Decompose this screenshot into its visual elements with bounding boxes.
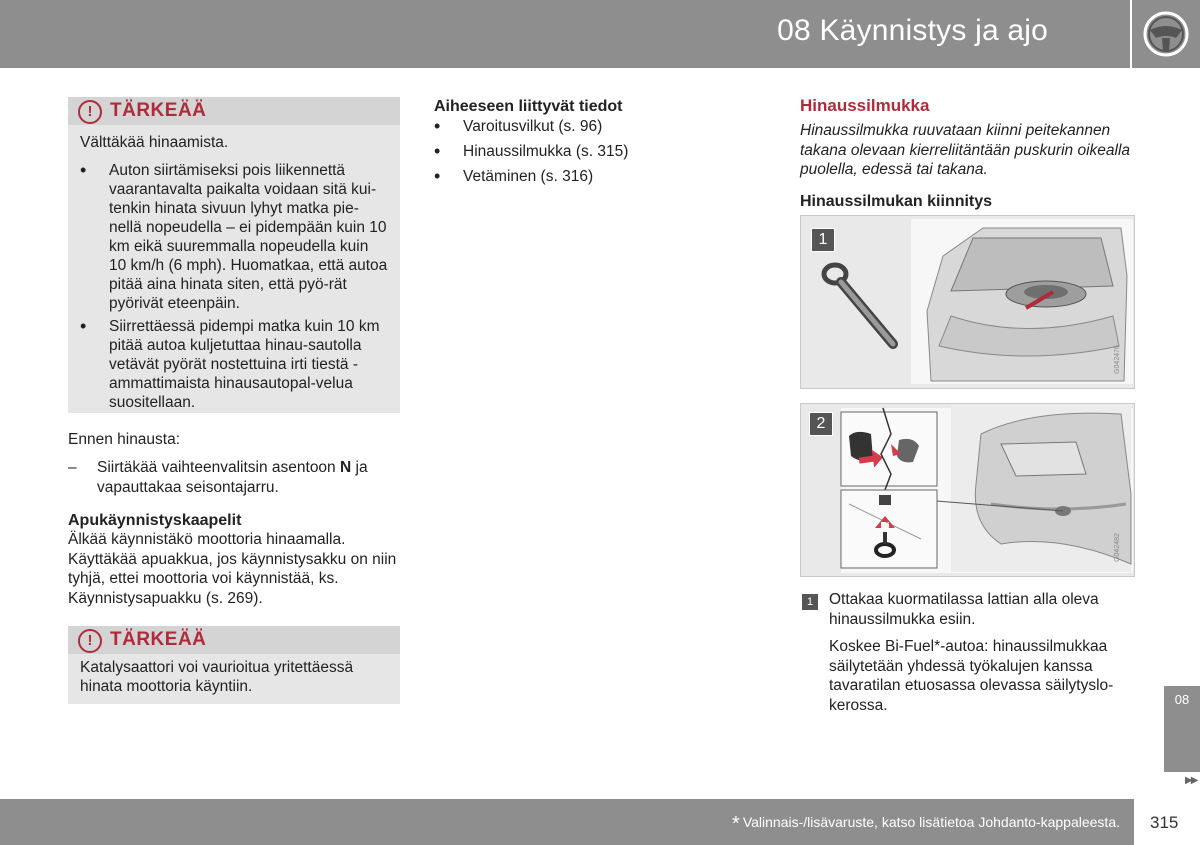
related-link[interactable]: • Hinaussilmukka (s. 315) bbox=[434, 142, 628, 162]
warning-bullet: • Auton siirtämiseksi pois liikennettä vaarantavalta paikalta voidaan sitä kui-tenkin hinata sivuun lyhyt matka pie-nellä nopeudella – ei pidempään kuin 10 km eikä suuremmalla nopeudella kuin 10 km/h (6 mph). Huomatkaa, että autoa pitää aina hinata siten, että pyö-rät pyörivät eteenpäin. bbox=[80, 161, 388, 313]
warning-text: Katalysaattori voi vaurioitua yritettäessä hinata moottoria käyntiin. bbox=[80, 659, 354, 695]
steering-wheel-icon bbox=[1132, 0, 1200, 68]
warning-intro: Välttäkää hinaamista. bbox=[80, 134, 229, 151]
bumper-cover-illustration bbox=[801, 404, 1134, 576]
chapter-tab[interactable]: 08 bbox=[1164, 686, 1200, 772]
warning-title: TÄRKEÄÄ bbox=[110, 629, 207, 650]
figure-badge: 2 bbox=[809, 412, 833, 436]
towing-eye-intro: Hinaussilmukka ruuvataan kiinni peitekannen takana olevaan kierreliitäntään puskurin oikealla puolella, edessä tai takana. bbox=[800, 122, 1131, 178]
figure-code: G042482 bbox=[1113, 533, 1121, 562]
chapter-icon-box bbox=[1132, 0, 1200, 68]
figure-1 bbox=[800, 215, 1135, 389]
towing-eye-heading: Hinaussilmukka bbox=[800, 96, 930, 115]
warning-icon: ! bbox=[78, 629, 102, 653]
footer-bar bbox=[0, 799, 1134, 845]
related-link[interactable]: • Varoitusvilkut (s. 96) bbox=[434, 117, 602, 137]
warning-title: TÄRKEÄÄ bbox=[110, 100, 207, 121]
attach-heading: Hinaussilmukan kiinnitys bbox=[800, 193, 993, 210]
footnote: * Valinnais-/lisävaruste, katso lisätietoa Johdanto-kappaleesta. bbox=[732, 813, 1120, 835]
figure-code: G042476 bbox=[1113, 345, 1121, 374]
step-note: Koskee Bi-Fuel*-autoa: hinaussilmukkaa säilytetään yhdessä työkalujen kanssa tavaratilan etuosassa olevassa säilytyslo-kerossa. bbox=[829, 638, 1114, 714]
figure-badge: 1 bbox=[811, 228, 835, 252]
warning-box-1 bbox=[68, 97, 400, 413]
before-towing-label: Ennen hinausta: bbox=[68, 431, 181, 448]
chapter-header bbox=[0, 0, 1130, 68]
warning-header bbox=[68, 97, 400, 125]
related-heading: Aiheeseen liittyvät tiedot bbox=[434, 98, 623, 115]
chapter-title: 08 Käynnistys ja ajo bbox=[777, 14, 1048, 47]
step-text: Ottakaa kuormatilassa lattian alla oleva hinaussilmukka esiin. bbox=[829, 591, 1099, 628]
warning-bullet: • Siirrettäessä pidempi matka kuin 10 km pitää autoa kuljetuttaa hinau-sautolla vetävät pyörät nostettuina irti tiestä - ammattimaista hinausautopal-velua suositellaan. bbox=[80, 317, 388, 412]
next-page-arrows-icon[interactable]: ▶▶ bbox=[1185, 775, 1197, 786]
step-number-badge: 1 bbox=[802, 594, 818, 610]
jump-start-heading: Apukäynnistyskaapelit bbox=[68, 512, 242, 529]
figure-2 bbox=[800, 403, 1135, 577]
warning-icon: ! bbox=[78, 100, 102, 124]
towing-eye-illustration bbox=[801, 216, 1134, 388]
related-link[interactable]: • Vetäminen (s. 316) bbox=[434, 167, 593, 187]
page-number: 315 bbox=[1150, 813, 1179, 832]
warning-box-2 bbox=[68, 626, 400, 704]
jump-start-text: Älkää käynnistäkö moottoria hinaamalla. Käyttäkää apuakkua, jos käynnistysakku on niin tyhjä, ettei moottoria voi käynnistää, ks. Käynnistysapuakku (s. 269). bbox=[68, 531, 397, 607]
before-towing-step: – Siirtäkää vaihteenvalitsin asentoon N ja vapauttakaa seisontajarru. bbox=[68, 458, 397, 497]
warning-header bbox=[68, 626, 400, 654]
